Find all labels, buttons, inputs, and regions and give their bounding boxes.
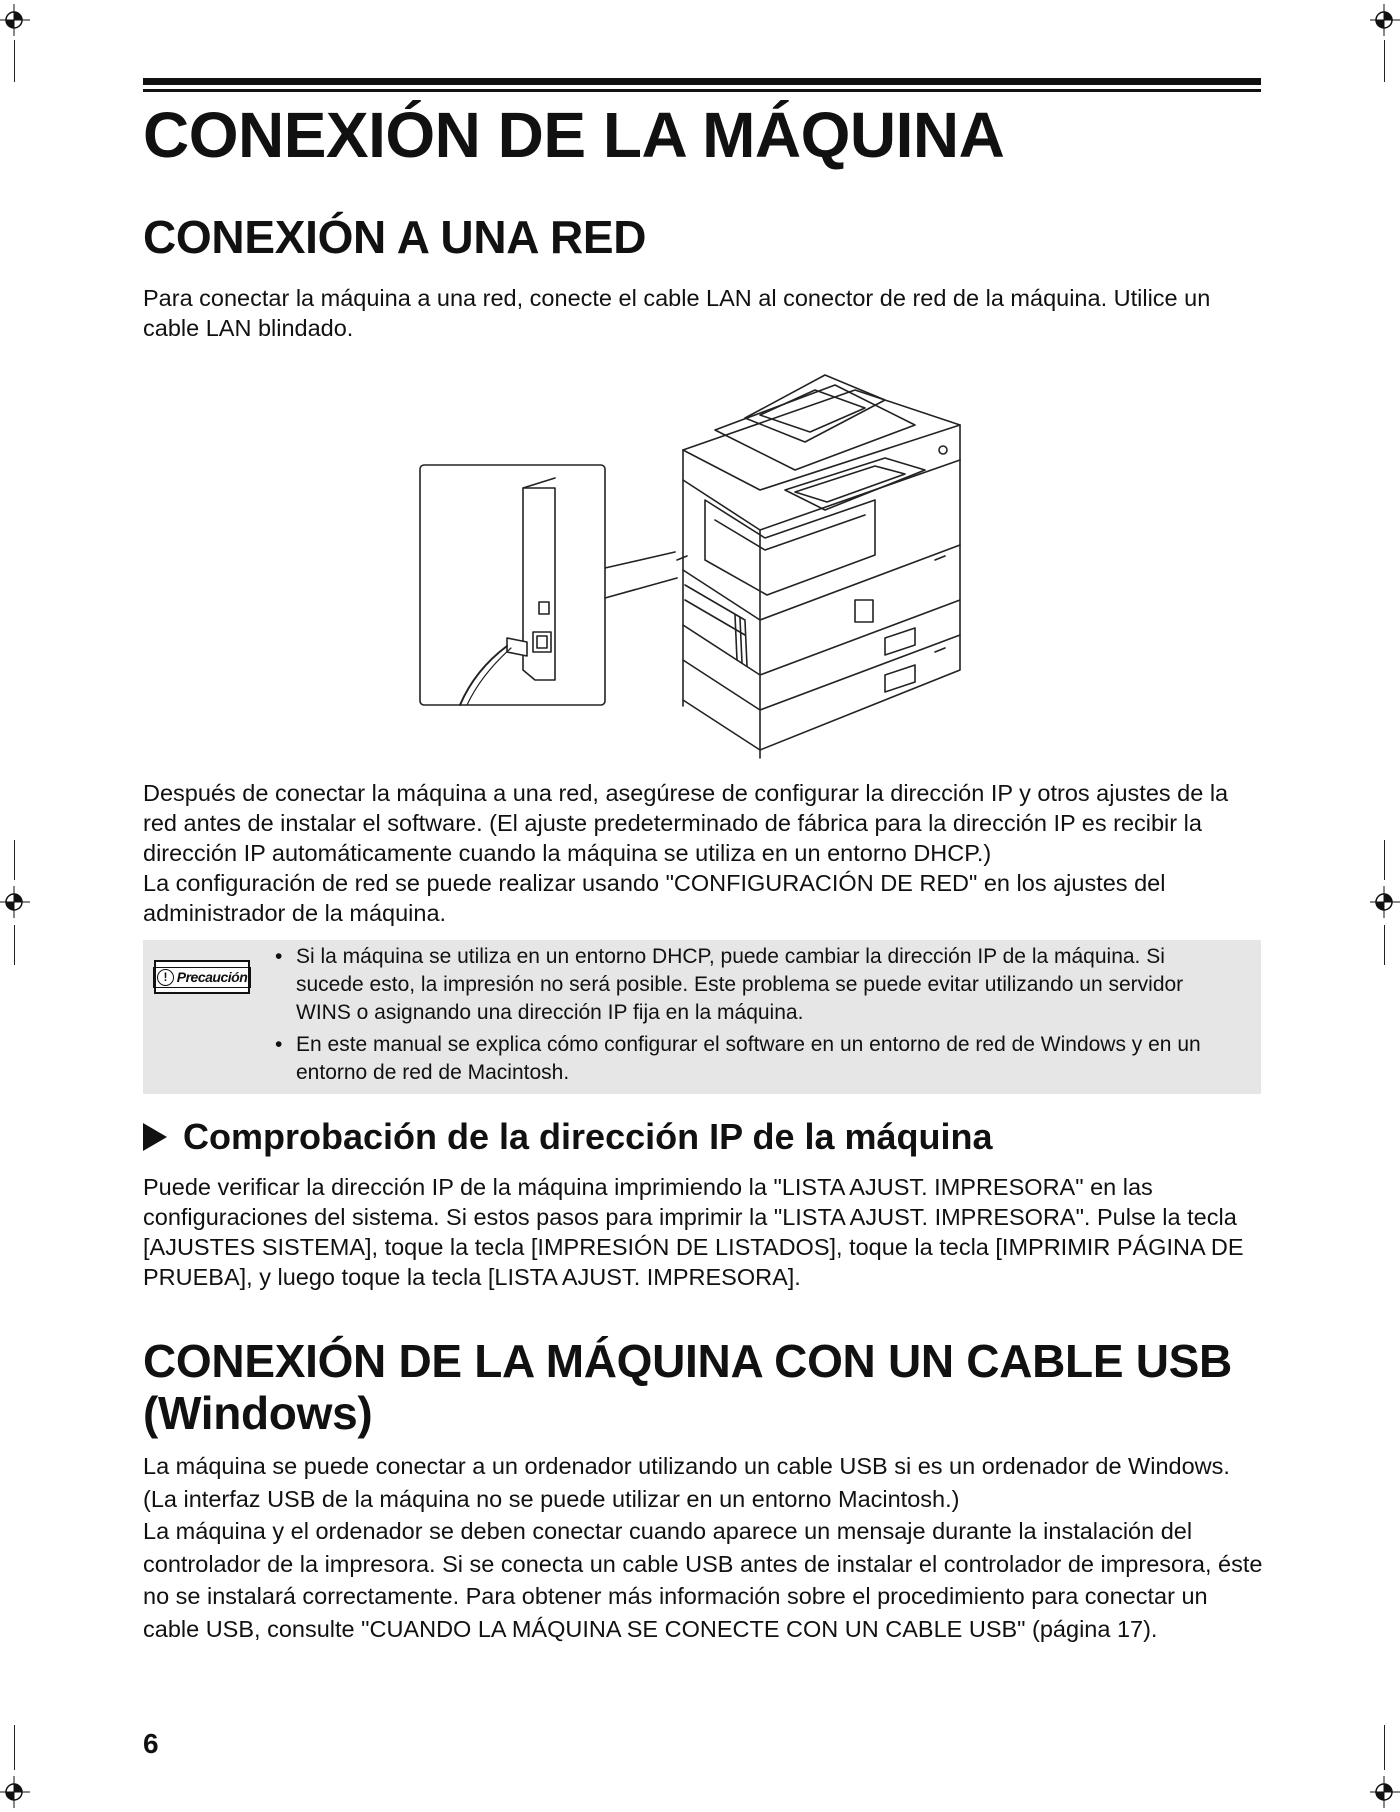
caution-list: [273, 943, 1238, 1091]
caution-label: Precaución: [176, 969, 248, 985]
crop-mark: [1384, 840, 1385, 880]
subsection-heading-ip: [143, 1117, 993, 1157]
crosshair-icon: [1366, 882, 1400, 922]
crop-mark: [1384, 925, 1385, 965]
warning-icon: !: [157, 969, 174, 986]
crosshair-icon: [0, 882, 32, 922]
crop-mark: [14, 840, 15, 880]
page-number: 6: [143, 1728, 159, 1759]
caution-box: [143, 940, 1261, 1094]
connector-detail-inset: [420, 465, 605, 705]
network-intro: Para conectar la máquina a una red, conecte el cable LAN al conector de red de la máquina. Utilice un cable LAN blindado.: [143, 285, 1211, 341]
crop-mark: [14, 925, 15, 965]
header-rule-thin: [143, 89, 1261, 92]
caution-item: • Si la máquina se utiliza en un entorno DHCP, puede cambiar la dirección IP de la máquina. Si sucede esto, la impresión no será posible. Este problema se puede evitar utilizando un servidor WINS o asignando una dirección IP fija en la máquina.: [273, 943, 1238, 1027]
subsection-heading-ip-text: Comprobación de la dirección IP de la máquina: [183, 1116, 993, 1157]
ip-check-body: Puede verificar la dirección IP de la máquina imprimiendo la "LISTA AJUST. IMPRESORA" en las configuraciones del sistema. Si estos pasos para imprimir la "LISTA AJUST. IMPRESORA". Pulse la tecla [AJUSTES SISTEMA], toque la tecla [IMPRESIÓN DE LISTADOS], toque la tecla [IMPRIMIR PÁGINA DE PRUEBA], y luego toque la tecla [LISTA AJUST. IMPRESORA].: [143, 1174, 1244, 1290]
network-after-paragraph-1: Después de conectar la máquina a una red, asegúrese de configurar la dirección IP y otros ajustes de la red antes de instalar el software. (El ajuste predeterminado de fábrica para la dirección IP es recibir la dirección IP automáticamente cuando la máquina se utiliza en un entorno DHCP.): [143, 780, 1229, 866]
printer-icon: [677, 375, 960, 758]
section-heading-network: CONEXIÓN A UNA RED: [143, 211, 647, 263]
crosshair-icon: [1362, 0, 1400, 40]
crosshair-icon: [0, 1772, 40, 1812]
section-heading-usb: CONEXIÓN DE LA MÁQUINA CON UN CABLE USB (Windows): [143, 1335, 1232, 1439]
printer-lan-illustration: [415, 370, 995, 760]
network-after-paragraph-2: La configuración de red se puede realizar usando "CONFIGURACIÓN DE RED" en los ajustes del administrador de la máquina.: [143, 870, 1166, 926]
crop-mark: [14, 1725, 15, 1770]
caution-item: • En este manual se explica cómo configurar el software en un entorno de red de Windows y en un entorno de red de Macintosh.: [273, 1031, 1238, 1087]
caution-badge: [154, 960, 250, 994]
crosshair-icon: [0, 0, 40, 40]
crop-mark: [14, 40, 15, 82]
crop-mark: [1384, 1725, 1385, 1770]
crosshair-icon: [1362, 1772, 1400, 1812]
usb-paragraph-2: La máquina y el ordenador se deben conectar cuando aparece un mensaje durante la instalación del controlador de la impresora. Si se conecta un cable USB antes de instalar el controlador de impresora, éste no se instalará correctamente. Para obtener más información sobre el procedimiento para conectar un cable USB, consulte "CUANDO LA MÁQUINA SE CONECTE CON UN CABLE USB" (página 17).: [143, 1518, 1263, 1642]
header-rule: [143, 78, 1261, 85]
page-title: CONEXIÓN DE LA MÁQUINA: [143, 99, 1005, 171]
triangle-right-icon: [143, 1123, 167, 1151]
usb-paragraph-1: La máquina se puede conectar a un ordenador utilizando un cable USB si es un ordenador de Windows. (La interfaz USB de la máquina no se puede utilizar en un entorno Macintosh.): [143, 1453, 1230, 1512]
crop-mark: [1384, 40, 1385, 82]
